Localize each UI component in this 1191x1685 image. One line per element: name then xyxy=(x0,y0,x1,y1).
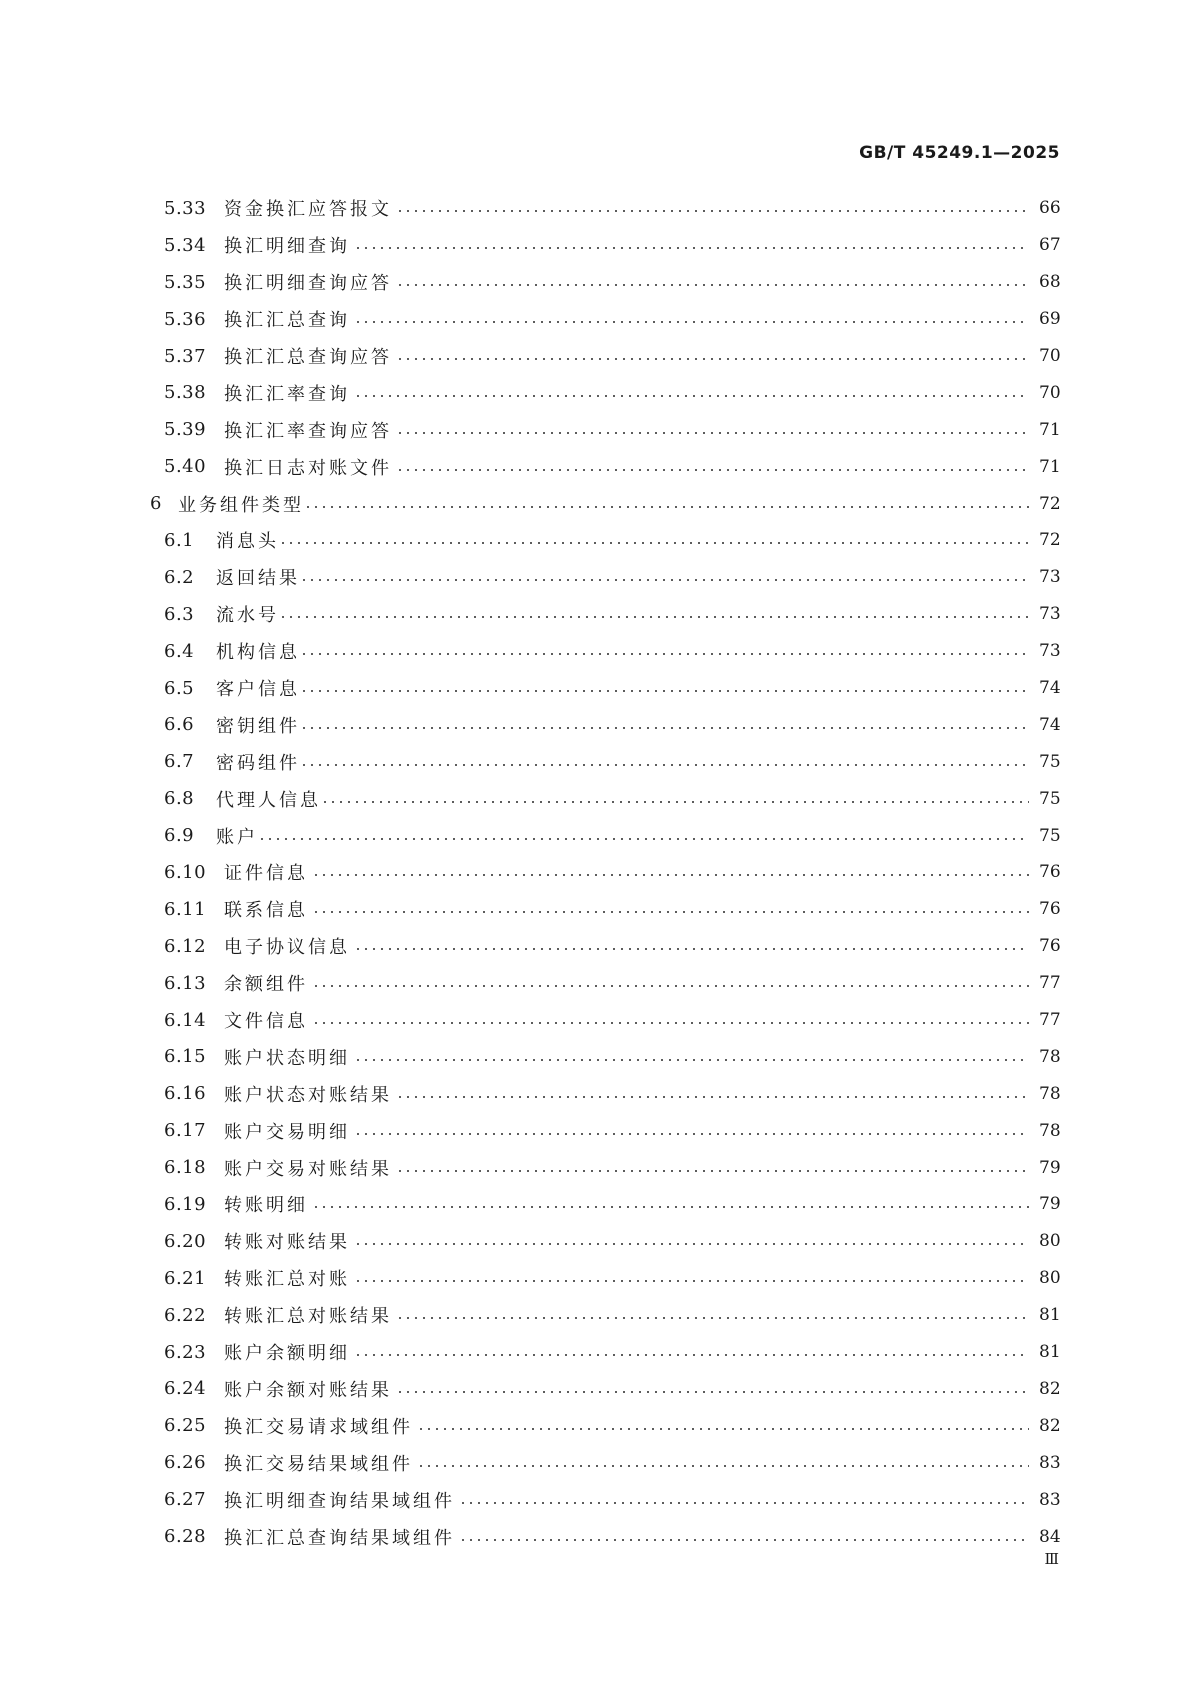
toc-dot-leader xyxy=(354,948,1029,950)
toc-dot-leader xyxy=(459,1502,1029,1504)
toc-dot-leader xyxy=(396,1096,1029,1098)
toc-entry-title: 转账对账结果 xyxy=(224,1232,350,1254)
toc-entry-title: 账户 xyxy=(216,826,258,848)
toc-entry-title: 转账汇总对账结果 xyxy=(224,1306,392,1328)
toc-dot-leader xyxy=(459,1539,1029,1541)
toc-entry-title: 账户状态明细 xyxy=(224,1047,350,1069)
toc-entry[interactable] xyxy=(150,190,1059,227)
toc-dot-leader xyxy=(300,764,1029,766)
toc-entry-page: 79 xyxy=(1039,1157,1061,1178)
toc-entry-number: 5.37 xyxy=(164,345,207,367)
toc-entry-number: 6.18 xyxy=(164,1157,207,1179)
toc-entry[interactable] xyxy=(150,1149,1059,1186)
toc-entry-number: 5.36 xyxy=(164,308,207,330)
toc-entry-page: 80 xyxy=(1039,1268,1061,1289)
toc-entry-title: 转账汇总对账 xyxy=(224,1269,350,1291)
toc-entry-title: 流水号 xyxy=(216,605,279,627)
toc-entry-number: 5.33 xyxy=(164,197,207,219)
toc-entry-page: 84 xyxy=(1039,1526,1061,1547)
toc-dot-leader xyxy=(279,616,1029,618)
toc-entry-page: 78 xyxy=(1039,1046,1061,1067)
toc-dot-leader xyxy=(396,284,1029,286)
toc-entry-number: 6.24 xyxy=(164,1378,207,1400)
toc-entry[interactable] xyxy=(150,1223,1059,1260)
toc-entry-number: 5.35 xyxy=(164,271,207,293)
toc-entry-title: 文件信息 xyxy=(224,1011,308,1033)
toc-dot-leader xyxy=(396,469,1029,471)
toc-dot-leader xyxy=(312,1206,1029,1208)
toc-entry-number: 6.15 xyxy=(164,1046,207,1068)
toc-entry-number: 6.5 xyxy=(164,677,195,699)
toc-entry-page: 73 xyxy=(1039,567,1061,588)
toc-dot-leader xyxy=(417,1428,1029,1430)
toc-entry[interactable] xyxy=(150,338,1059,375)
toc-entry[interactable] xyxy=(150,448,1059,485)
toc-entry-number: 5.39 xyxy=(164,419,207,441)
toc-entry[interactable] xyxy=(150,1407,1059,1444)
toc-dot-leader xyxy=(279,542,1029,544)
toc-entry[interactable] xyxy=(150,854,1059,891)
toc-entry-title: 换汇汇总查询应答 xyxy=(224,347,392,368)
toc-dot-leader xyxy=(312,874,1029,876)
toc-dot-leader xyxy=(300,727,1029,729)
toc-entry-page: 75 xyxy=(1039,825,1061,846)
toc-entry[interactable] xyxy=(150,596,1059,633)
toc-entry[interactable] xyxy=(150,817,1059,854)
toc-dot-leader xyxy=(396,1317,1029,1319)
toc-entry-page: 78 xyxy=(1039,1083,1061,1104)
toc-entry-number: 6.27 xyxy=(164,1489,207,1511)
toc-entry-number: 6.22 xyxy=(164,1304,207,1326)
toc-entry-title: 业务组件类型 xyxy=(178,494,304,516)
toc-entry[interactable] xyxy=(150,264,1059,301)
toc-entry[interactable] xyxy=(150,522,1059,559)
toc-entry-number: 6.7 xyxy=(164,751,195,773)
toc-entry-title: 机构信息 xyxy=(216,642,300,664)
toc-entry-page: 67 xyxy=(1039,235,1061,256)
toc-entry[interactable] xyxy=(150,411,1059,448)
toc-entry-page: 78 xyxy=(1039,1120,1061,1141)
toc-entry[interactable] xyxy=(150,891,1059,928)
toc-entry-title: 换汇日志对账文件 xyxy=(224,457,392,479)
toc-entry-title: 密码组件 xyxy=(216,752,300,774)
document-id: GB/T 45249.1—2025 xyxy=(859,143,1060,163)
toc-entry-page: 66 xyxy=(1039,198,1061,219)
toc-dot-leader xyxy=(396,1170,1029,1172)
toc-dot-leader xyxy=(300,690,1029,692)
toc-dot-leader xyxy=(300,653,1029,655)
table-of-contents xyxy=(150,190,1059,1555)
toc-entry[interactable] xyxy=(150,374,1059,411)
toc-dot-leader xyxy=(396,210,1029,212)
toc-entry-title: 客户信息 xyxy=(216,679,300,701)
toc-entry-number: 6.12 xyxy=(164,935,207,957)
toc-entry[interactable] xyxy=(150,1371,1059,1408)
toc-entry-title: 换汇明细查询 xyxy=(224,236,350,258)
toc-entry-title: 换汇汇率查询 xyxy=(224,383,350,405)
toc-entry-number: 6.3 xyxy=(164,603,195,625)
toc-entry-title: 证件信息 xyxy=(224,863,308,885)
toc-entry-number: 6.20 xyxy=(164,1230,207,1252)
toc-entry-number: 6.16 xyxy=(164,1083,207,1105)
toc-entry[interactable] xyxy=(150,706,1059,743)
toc-entry-title: 资金换汇应答报文 xyxy=(224,199,392,221)
toc-entry-title: 换汇汇总查询 xyxy=(224,310,350,332)
toc-entry-title: 账户余额明细 xyxy=(224,1343,350,1365)
toc-entry-number: 6.26 xyxy=(164,1452,207,1474)
toc-entry-number: 6.10 xyxy=(164,861,207,883)
toc-entry[interactable] xyxy=(150,1038,1059,1075)
toc-entry-page: 83 xyxy=(1039,1489,1061,1510)
toc-entry[interactable] xyxy=(150,1002,1059,1039)
toc-entry-title: 账户交易明细 xyxy=(224,1121,350,1143)
toc-dot-leader xyxy=(417,1465,1029,1467)
toc-entry[interactable] xyxy=(150,1518,1059,1555)
toc-entry-page: 74 xyxy=(1039,678,1061,699)
toc-dot-leader xyxy=(354,395,1029,397)
toc-entry[interactable] xyxy=(150,1444,1059,1481)
toc-entry-title: 消息头 xyxy=(216,531,279,553)
toc-entry-title: 联系信息 xyxy=(224,900,308,922)
toc-entry[interactable] xyxy=(150,633,1059,670)
toc-entry-title: 代理人信息 xyxy=(216,789,321,811)
toc-dot-leader xyxy=(304,506,1029,508)
toc-dot-leader xyxy=(354,1133,1029,1135)
toc-entry[interactable] xyxy=(150,227,1059,264)
toc-entry-number: 6.28 xyxy=(164,1526,207,1547)
toc-entry-page: 70 xyxy=(1039,382,1061,403)
toc-entry-page: 69 xyxy=(1039,309,1061,330)
toc-entry-page: 81 xyxy=(1039,1342,1061,1363)
toc-entry-number: 6.9 xyxy=(164,825,195,847)
toc-entry-number: 6.8 xyxy=(164,788,195,810)
toc-entry[interactable] xyxy=(150,743,1059,780)
toc-entry-number: 6.13 xyxy=(164,972,207,994)
toc-entry-page: 82 xyxy=(1039,1415,1061,1436)
toc-entry-page: 76 xyxy=(1039,936,1061,957)
toc-entry-page: 80 xyxy=(1039,1231,1061,1252)
toc-entry[interactable] xyxy=(150,559,1059,596)
toc-entry[interactable] xyxy=(150,1481,1059,1518)
toc-dot-leader xyxy=(258,838,1029,840)
toc-entry-page: 75 xyxy=(1039,751,1061,772)
toc-entry-title: 换汇交易结果域组件 xyxy=(224,1453,413,1475)
toc-entry-title: 账户状态对账结果 xyxy=(224,1084,392,1106)
toc-entry-page: 75 xyxy=(1039,788,1061,809)
toc-entry-page: 70 xyxy=(1039,346,1061,366)
toc-entry-title: 账户交易对账结果 xyxy=(224,1158,392,1180)
toc-entry-page: 77 xyxy=(1039,973,1061,994)
toc-entry-page: 79 xyxy=(1039,1194,1061,1215)
toc-dot-leader xyxy=(321,801,1029,803)
toc-entry-number: 6.14 xyxy=(164,1009,207,1031)
toc-entry-number: 5.38 xyxy=(164,382,207,404)
toc-dot-leader xyxy=(312,985,1029,987)
toc-entry-title: 返回结果 xyxy=(216,568,300,590)
toc-entry-title: 换汇交易请求域组件 xyxy=(224,1416,413,1438)
toc-entry-title: 密钥组件 xyxy=(216,715,300,737)
toc-dot-leader xyxy=(396,358,1029,360)
toc-entry-number: 5.40 xyxy=(164,456,207,478)
toc-dot-leader xyxy=(354,247,1029,249)
toc-entry-page: 76 xyxy=(1039,862,1061,883)
toc-entry-number: 6.25 xyxy=(164,1415,207,1437)
toc-dot-leader xyxy=(396,1391,1029,1393)
toc-entry-title: 换汇明细查询结果域组件 xyxy=(224,1490,455,1512)
toc-entry-page: 73 xyxy=(1039,641,1061,662)
page-number: Ⅲ xyxy=(1044,1550,1059,1568)
toc-dot-leader xyxy=(300,579,1029,581)
toc-entry-page: 81 xyxy=(1039,1305,1061,1326)
toc-entry-title: 转账明细 xyxy=(224,1195,308,1217)
toc-dot-leader xyxy=(354,1280,1029,1282)
toc-entry-page: 76 xyxy=(1039,899,1061,920)
toc-dot-leader xyxy=(354,1243,1029,1245)
toc-entry-page: 74 xyxy=(1039,714,1061,735)
toc-entry-page: 71 xyxy=(1039,456,1061,477)
toc-entry[interactable] xyxy=(150,1186,1059,1223)
toc-entry[interactable] xyxy=(150,1075,1059,1112)
toc-entry[interactable] xyxy=(150,301,1059,338)
toc-entry[interactable] xyxy=(150,928,1059,965)
toc-entry-number: 6.1 xyxy=(164,529,195,551)
toc-entry-title: 余额组件 xyxy=(224,974,308,996)
toc-entry[interactable] xyxy=(150,1297,1059,1334)
toc-entry-number: 6.19 xyxy=(164,1193,207,1215)
toc-entry-page: 83 xyxy=(1039,1452,1061,1473)
toc-entry-title: 换汇汇总查询结果域组件 xyxy=(224,1527,455,1549)
toc-entry-page: 72 xyxy=(1039,530,1061,551)
toc-dot-leader xyxy=(354,321,1029,323)
toc-entry[interactable] xyxy=(150,1334,1059,1371)
toc-entry-number: 6.4 xyxy=(164,640,195,662)
toc-entry-number: 6.6 xyxy=(164,714,195,736)
toc-entry[interactable] xyxy=(150,780,1059,817)
toc-entry-number: 6.2 xyxy=(164,566,195,588)
toc-entry-number: 6.21 xyxy=(164,1267,207,1289)
toc-dot-leader xyxy=(354,1354,1029,1356)
toc-entry-page: 77 xyxy=(1039,1010,1061,1031)
toc-entry-number: 6 xyxy=(150,493,162,515)
toc-entry[interactable] xyxy=(150,1112,1059,1149)
toc-entry-title: 换汇汇率查询应答 xyxy=(224,420,392,442)
toc-entry-page: 73 xyxy=(1039,604,1061,625)
toc-entry-title: 电子协议信息 xyxy=(224,937,350,959)
toc-entry-page: 82 xyxy=(1039,1378,1061,1399)
toc-dot-leader xyxy=(312,1022,1029,1024)
toc-dot-leader xyxy=(396,432,1029,434)
toc-entry-number: 6.23 xyxy=(164,1341,207,1363)
toc-entry-page: 72 xyxy=(1039,493,1061,514)
toc-entry-page: 68 xyxy=(1039,272,1061,293)
toc-entry-page: 71 xyxy=(1039,419,1061,440)
toc-entry-title: 账户余额对账结果 xyxy=(224,1379,392,1401)
toc-dot-leader xyxy=(354,1059,1029,1061)
toc-entry[interactable] xyxy=(150,670,1059,707)
toc-entry[interactable] xyxy=(150,965,1059,1002)
toc-dot-leader xyxy=(312,911,1029,913)
toc-entry-number: 6.11 xyxy=(164,898,207,920)
toc-entry[interactable] xyxy=(150,485,1059,522)
toc-entry[interactable] xyxy=(150,1260,1059,1297)
toc-entry-title: 换汇明细查询应答 xyxy=(224,273,392,295)
toc-entry-number: 5.34 xyxy=(164,234,207,256)
toc-entry-number: 6.17 xyxy=(164,1120,207,1142)
